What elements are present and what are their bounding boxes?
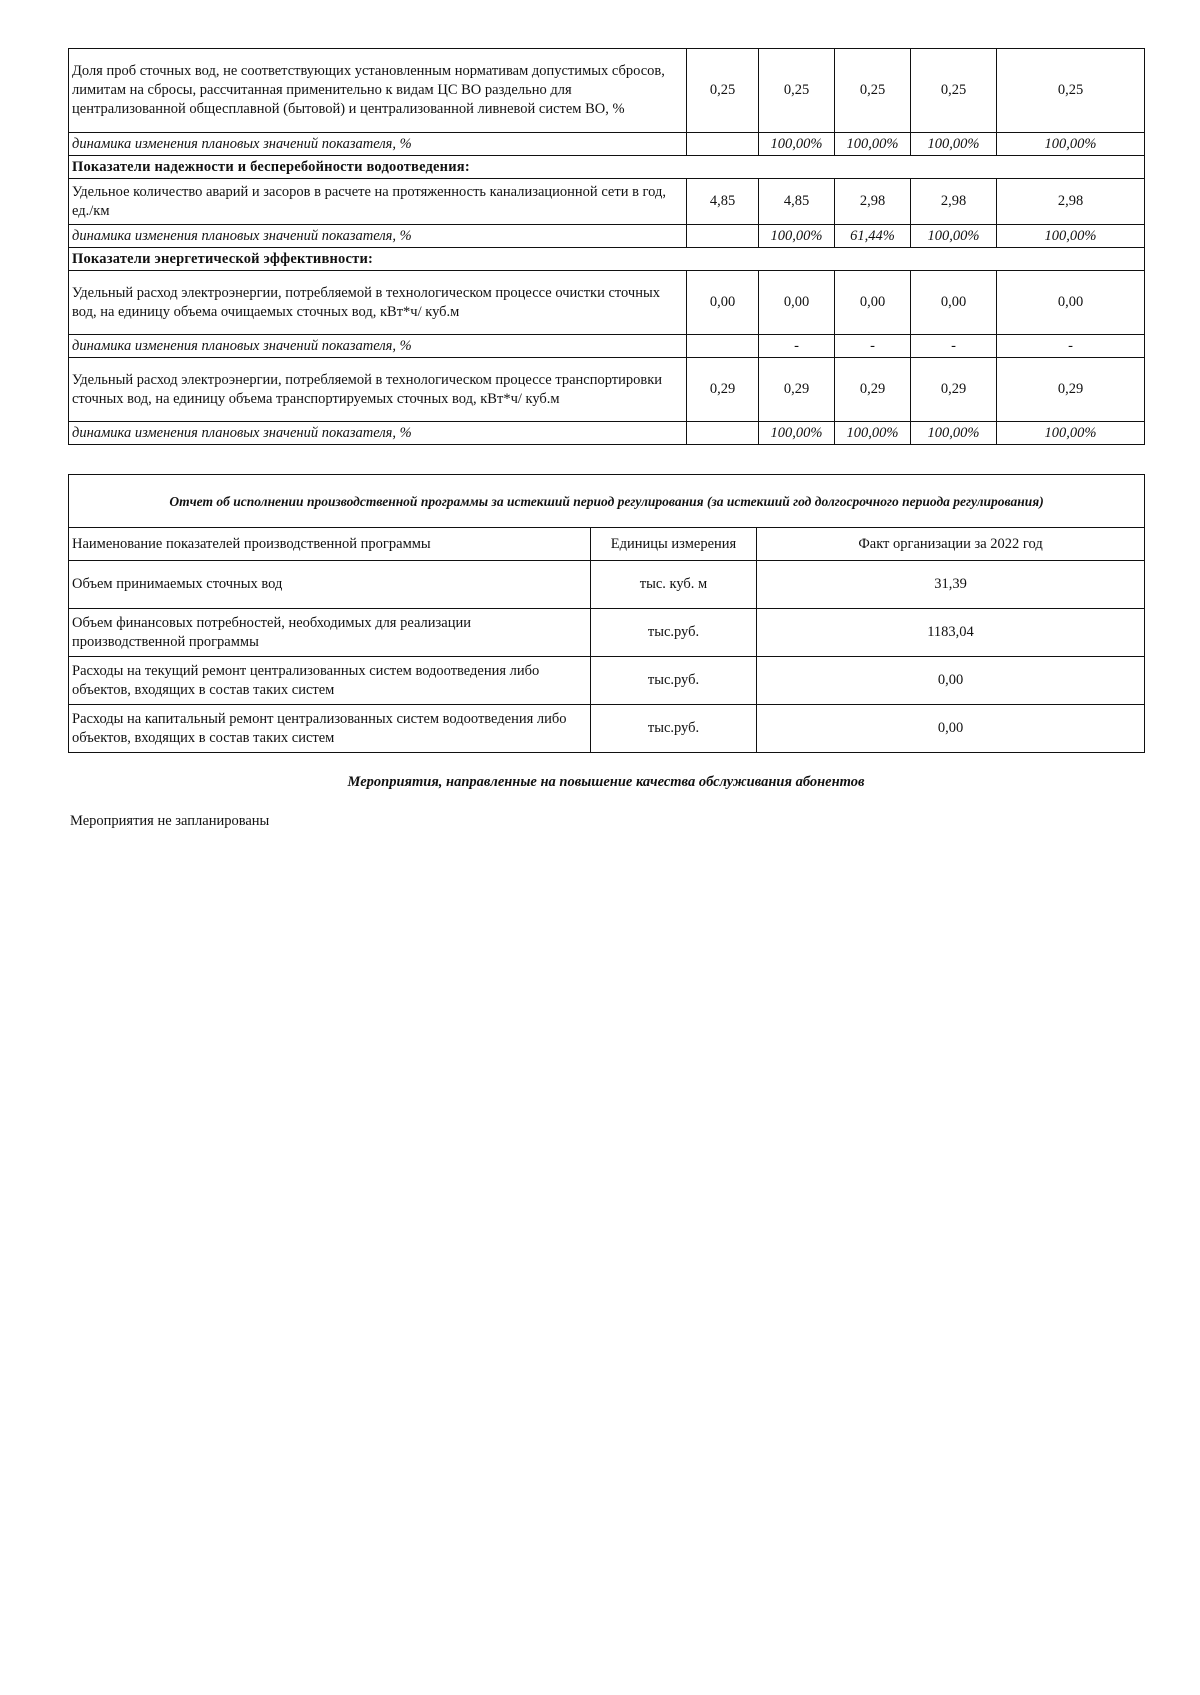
dynamics-row bbox=[69, 335, 1145, 358]
indicator-label: Удельный расход электроэнергии, потребляемой в технологическом процессе транспортировки сточных вод, на единицу объема транспортируемых сточных вод, кВт*ч/ куб.м bbox=[69, 358, 687, 422]
value-cell: 0,29 bbox=[997, 358, 1145, 422]
indicator-row-energy-treatment bbox=[69, 271, 1145, 335]
report-row-name: Объем принимаемых сточных вод bbox=[69, 561, 591, 609]
value-cell: 4,85 bbox=[687, 179, 759, 225]
report-title-row bbox=[69, 475, 1145, 528]
value-cell: 0,00 bbox=[759, 271, 835, 335]
dynamics-cell: 100,00% bbox=[911, 133, 997, 156]
dynamics-cell: 100,00% bbox=[997, 422, 1145, 445]
report-row-fact: 0,00 bbox=[757, 705, 1145, 753]
value-cell: 0,25 bbox=[911, 49, 997, 133]
header-fact: Факт организации за 2022 год bbox=[757, 528, 1145, 561]
value-cell: 0,29 bbox=[911, 358, 997, 422]
dynamics-row bbox=[69, 133, 1145, 156]
report-row bbox=[69, 561, 1145, 609]
report-fact-table bbox=[68, 474, 1145, 753]
value-cell: 0,25 bbox=[835, 49, 911, 133]
report-row-name: Объем финансовых потребностей, необходимых для реализации производственной программы bbox=[69, 609, 591, 657]
dynamics-label: динамика изменения плановых значений показателя, % bbox=[69, 422, 687, 445]
value-cell: 0,29 bbox=[759, 358, 835, 422]
dynamics-cell: - bbox=[997, 335, 1145, 358]
report-row bbox=[69, 609, 1145, 657]
dynamics-row bbox=[69, 225, 1145, 248]
report-row-fact: 0,00 bbox=[757, 657, 1145, 705]
report-row-unit: тыс.руб. bbox=[591, 705, 757, 753]
dynamics-cell: 100,00% bbox=[835, 422, 911, 445]
dynamics-cell: 100,00% bbox=[759, 422, 835, 445]
dynamics-label: динамика изменения плановых значений показателя, % bbox=[69, 225, 687, 248]
indicator-label: Доля проб сточных вод, не соответствующих установленным нормативам допустимых сбросов, лимитам на сбросы, рассчитанная применительно к видам ЦС ВО раздельно для централизованной общесплавной (бытовой) и централизованной ливневой систем ВО, % bbox=[69, 49, 687, 133]
dynamics-cell bbox=[687, 133, 759, 156]
section-title: Показатели энергетической эффективности: bbox=[69, 248, 1145, 271]
report-row bbox=[69, 657, 1145, 705]
report-header-row bbox=[69, 528, 1145, 561]
report-row-unit: тыс.руб. bbox=[591, 609, 757, 657]
value-cell: 0,25 bbox=[997, 49, 1145, 133]
dynamics-cell: 100,00% bbox=[835, 133, 911, 156]
report-row-fact: 31,39 bbox=[757, 561, 1145, 609]
report-row-unit: тыс.руб. bbox=[591, 657, 757, 705]
value-cell: 0,00 bbox=[997, 271, 1145, 335]
value-cell: 2,98 bbox=[997, 179, 1145, 225]
value-cell: 0,25 bbox=[687, 49, 759, 133]
value-cell: 0,29 bbox=[687, 358, 759, 422]
value-cell: 2,98 bbox=[911, 179, 997, 225]
report-row-unit: тыс. куб. м bbox=[591, 561, 757, 609]
report-row-fact: 1183,04 bbox=[757, 609, 1145, 657]
section-header-energy bbox=[69, 248, 1145, 271]
dynamics-cell: 100,00% bbox=[759, 225, 835, 248]
measures-title: Мероприятия, направленные на повышение качества обслуживания абонентов bbox=[347, 774, 865, 790]
plan-indicators-table bbox=[68, 48, 1145, 445]
value-cell: 0,29 bbox=[835, 358, 911, 422]
section-header-reliability bbox=[69, 156, 1145, 179]
value-cell: 0,00 bbox=[835, 271, 911, 335]
value-cell: 0,00 bbox=[687, 271, 759, 335]
value-cell: 2,98 bbox=[835, 179, 911, 225]
report-row bbox=[69, 705, 1145, 753]
header-name: Наименование показателей производственной программы bbox=[69, 528, 591, 561]
measures-text: Мероприятия не запланированы bbox=[70, 813, 270, 829]
dynamics-cell: 100,00% bbox=[759, 133, 835, 156]
dynamics-row bbox=[69, 422, 1145, 445]
dynamics-cell bbox=[687, 422, 759, 445]
report-title: Отчет об исполнении производственной программы за истекший период регулирования (за истекший год долгосрочного периода регулирования) bbox=[69, 475, 1145, 528]
indicator-row-wastewater-samples bbox=[69, 49, 1145, 133]
indicator-row-accidents bbox=[69, 179, 1145, 225]
dynamics-cell: - bbox=[911, 335, 997, 358]
indicator-label: Удельный расход электроэнергии, потребляемой в технологическом процессе очистки сточных вод, на единицу объема очищаемых сточных вод, кВт*ч/ куб.м bbox=[69, 271, 687, 335]
dynamics-cell bbox=[687, 335, 759, 358]
dynamics-cell bbox=[687, 225, 759, 248]
value-cell: 4,85 bbox=[759, 179, 835, 225]
section-title: Показатели надежности и бесперебойности водоотведения: bbox=[69, 156, 1145, 179]
dynamics-label: динамика изменения плановых значений показателя, % bbox=[69, 335, 687, 358]
value-cell: 0,00 bbox=[911, 271, 997, 335]
dynamics-cell: 100,00% bbox=[997, 133, 1145, 156]
report-row-name: Расходы на текущий ремонт централизованных систем водоотведения либо объектов, входящих в состав таких систем bbox=[69, 657, 591, 705]
indicator-row-energy-transport bbox=[69, 358, 1145, 422]
dynamics-cell: 100,00% bbox=[911, 225, 997, 248]
dynamics-cell: - bbox=[835, 335, 911, 358]
dynamics-label: динамика изменения плановых значений показателя, % bbox=[69, 133, 687, 156]
dynamics-cell: 100,00% bbox=[911, 422, 997, 445]
indicator-label: Удельное количество аварий и засоров в расчете на протяженность канализационной сети в год, ед./км bbox=[69, 179, 687, 225]
dynamics-cell: 100,00% bbox=[997, 225, 1145, 248]
dynamics-cell: 61,44% bbox=[835, 225, 911, 248]
header-unit: Единицы измерения bbox=[591, 528, 757, 561]
dynamics-cell: - bbox=[759, 335, 835, 358]
report-row-name: Расходы на капитальный ремонт централизованных систем водоотведения либо объектов, входящих в состав таких систем bbox=[69, 705, 591, 753]
value-cell: 0,25 bbox=[759, 49, 835, 133]
